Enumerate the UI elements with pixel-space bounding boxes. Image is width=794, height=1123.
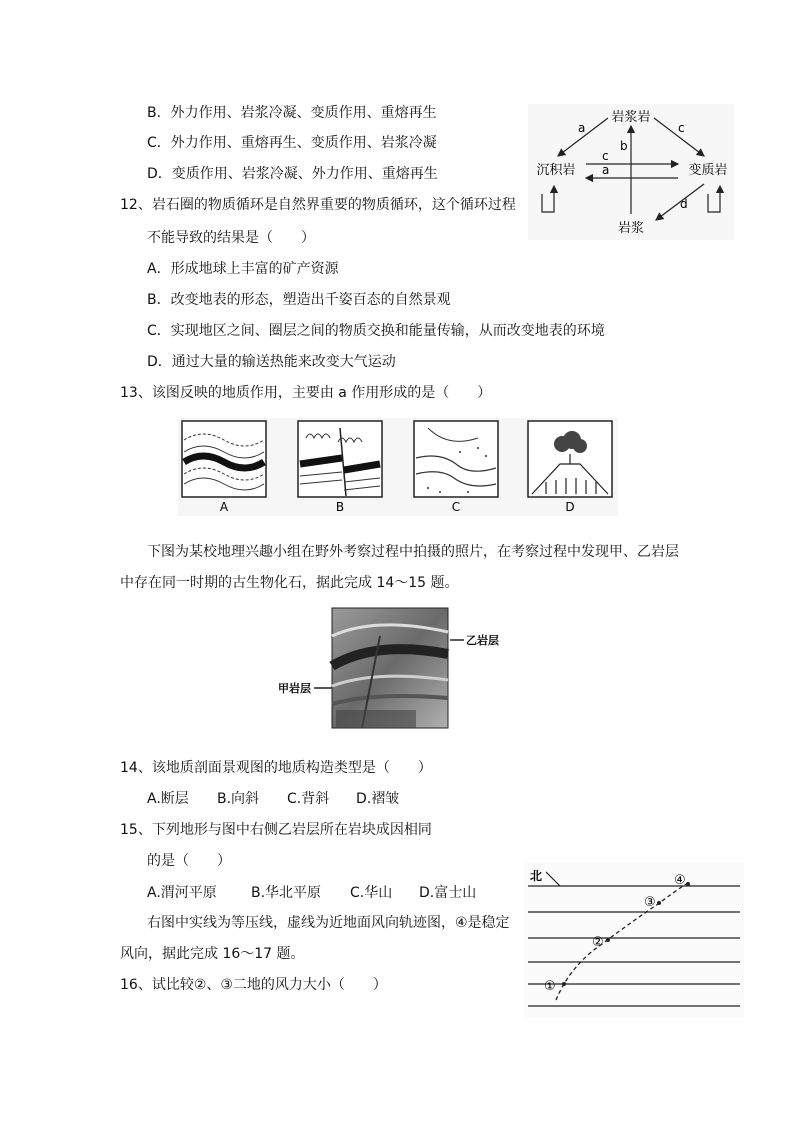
intro-16-17-line2: 风向，据此完成 16～17 题。: [120, 946, 305, 962]
q13-label-d: D: [565, 500, 575, 514]
q12-option-d: D．通过大量的输送热能来改变大气运动: [147, 354, 396, 370]
label-jia-stratum: 甲岩层: [278, 682, 311, 695]
q14-option-a: A.断层: [147, 791, 189, 807]
q15-option-b: B.华北平原: [251, 885, 322, 901]
q12-stem-line2: 不能导致的结果是（ ）: [147, 230, 315, 246]
q13-image-d: [528, 421, 612, 497]
q15-option-a: A.渭河平原: [147, 885, 217, 901]
q14-option-c: C.背斜: [287, 791, 330, 807]
label-b: b: [620, 139, 628, 153]
node-metamorphic-rock: 变质岩: [688, 163, 728, 178]
label-c2: c: [602, 149, 609, 163]
q15-stem-line1: 15、下列地形与图中右侧乙岩层所在岩块成因相同: [120, 822, 432, 838]
q13-image-a: [182, 421, 266, 497]
q13-image-strip: [178, 418, 618, 516]
node-magma: 岩浆: [617, 221, 645, 236]
q11-option-b: B．外力作用、岩浆冷凝、变质作用、重熔再生: [147, 105, 437, 121]
point-4: ④: [674, 873, 686, 888]
point-1: ①: [544, 979, 556, 994]
q13-image-b: [298, 421, 382, 497]
geology-photo: [276, 606, 506, 730]
q12-option-b: B．改变地表的形态，塑造出千姿百态的自然景观: [147, 292, 451, 308]
q12-stem-line1: 12、岩石圈的物质循环是自然界重要的物质循环，这个循环过程: [120, 197, 516, 213]
q15-option-d: D.富士山: [419, 885, 477, 901]
q13-image-c: [414, 421, 498, 497]
intro-14-15-line1: 下图为某校地理兴趣小组在野外考察过程中拍摄的照片，在考察过程中发现甲、乙岩层: [147, 544, 679, 560]
point-3: ③: [644, 895, 656, 910]
intro-14-15-line2: 中存在同一时期的古生物化石，据此完成 14～15 题。: [120, 575, 459, 591]
node-magmatic-rock: 岩浆岩: [611, 110, 651, 125]
label-a1: a: [578, 121, 586, 135]
q12-option-c: C．实现地区之间、圈层之间的物质交换和能量传输，从而改变地表的环境: [147, 323, 605, 339]
label-d: d: [680, 197, 688, 211]
q13-label-b: B: [335, 500, 345, 514]
node-sedimentary-rock: 沉积岩: [536, 163, 576, 178]
q11-option-c: C．外力作用、重熔再生、变质作用、岩浆冷凝: [147, 135, 437, 151]
rock-cycle-diagram: [528, 104, 734, 240]
q15-stem-line2: 的是（ ）: [147, 853, 231, 869]
q14-option-d: D.褶皱: [356, 791, 400, 807]
point-2: ②: [592, 935, 604, 950]
intro-16-17-line1: 右图中实线为等压线，虚线为近地面风向轨迹图，④是稳定: [147, 915, 510, 931]
q14-option-b: B.向斜: [217, 791, 260, 807]
q11-option-d: D．变质作用、岩浆冷凝、外力作用、重熔再生: [147, 166, 438, 182]
q13-label-c: C: [451, 500, 461, 514]
q12-option-a: A．形成地球上丰富的矿产资源: [147, 261, 339, 277]
q16-stem: 16、试比较②、③二地的风力大小（ ）: [120, 977, 387, 993]
north-label: 北: [530, 869, 543, 883]
label-yi-stratum: 乙岩层: [466, 634, 499, 647]
isobar-diagram: [524, 862, 744, 1018]
q15-option-c: C.华山: [350, 885, 393, 901]
label-a2: a: [602, 163, 610, 177]
q13-label-a: A: [219, 500, 229, 514]
label-c1: c: [678, 121, 685, 135]
q14-stem: 14、该地质剖面景观图的地质构造类型是（ ）: [120, 760, 432, 776]
q13-stem: 13、该图反映的地质作用，主要由 a 作用形成的是（ ）: [120, 385, 492, 401]
